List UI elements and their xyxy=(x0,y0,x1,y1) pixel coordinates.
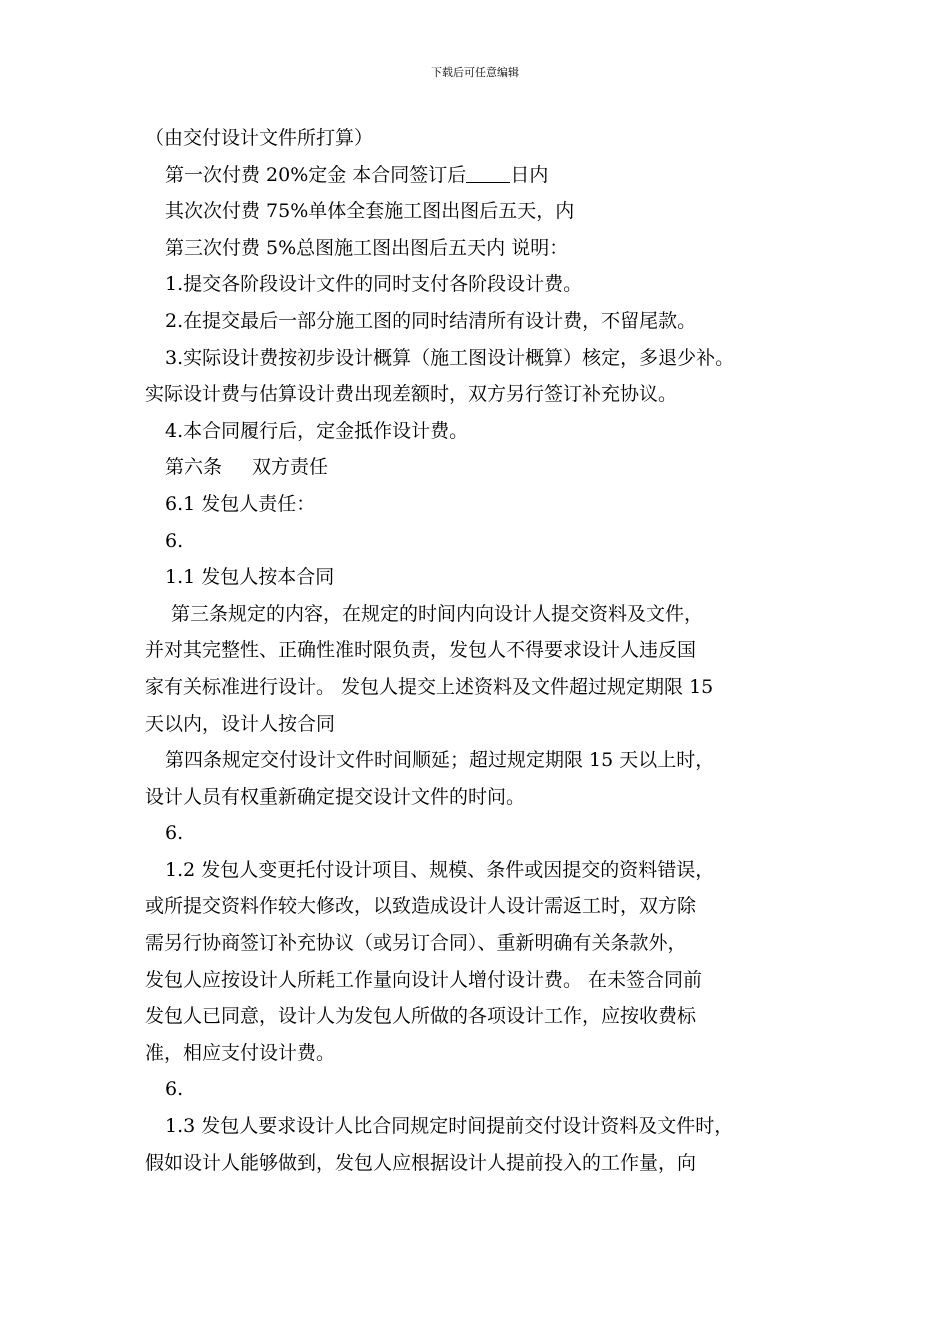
document-body xyxy=(145,120,835,1181)
page-header: 下载后可任意编辑 xyxy=(431,66,519,79)
text-line: 6. xyxy=(165,822,184,845)
text-line: 家有关标准进行设计。 发包人提交上述资料及文件超过规定期限 15 xyxy=(145,675,714,698)
text-line: 1.3 发包人要求设计人比合同规定时间提前交付设计资料及文件时， xyxy=(165,1115,734,1138)
text-line: 4.本合同履行后，定金抵作设计费。 xyxy=(165,419,469,442)
text-line xyxy=(145,157,835,194)
text-line: 其次次付费 75%单体全套施工图出图后五天，内 xyxy=(165,200,575,223)
text-line: （由交付设计文件所打算） xyxy=(145,127,374,149)
text-line: 需另行协商签订补充协议（或另订合同）、重新明确有关条款外， xyxy=(145,932,687,955)
text-line: 第四条规定交付设计文件时间顺延；超过规定期限 15 天以上时， xyxy=(165,749,715,772)
text-line: 6.1 发包人责任： xyxy=(165,492,316,515)
section-title: 双方责任 xyxy=(252,456,329,479)
text-line: 发包人应按设计人所耗工作量向设计人增付设计费。 在未签合同前 xyxy=(145,968,703,991)
text-line: 天以内，设计人按合同 xyxy=(145,712,336,735)
text-line: 6. xyxy=(165,1078,184,1101)
text-segment: 第一次付费 20%定金 本合同签订后 xyxy=(165,163,467,186)
text-line: 第三条规定的内容，在规定的时间内向设计人提交资料及文件， xyxy=(171,602,704,625)
text-line: 第三次付费 5%总图施工图出图后五天内 说明： xyxy=(165,236,569,259)
text-line: 实际设计费与估算设计费出现差额时，双方另行签订补充协议。 xyxy=(145,383,678,406)
text-line: 假如设计人能够做到，发包人应根据设计人提前投入的工作量，向 xyxy=(145,1151,697,1174)
text-line: 发包人已同意，设计人为发包人所做的各项设计工作，应按收费标 xyxy=(145,1005,697,1028)
text-line: 2.在提交最后一部分施工图的同时结清所有设计费，不留尾款。 xyxy=(165,309,697,332)
text-line: 3.实际设计费按初步设计概算（施工图设计概算）核定，多退少补。 xyxy=(165,346,735,369)
text-line: 并对其完整性、正确性准时限负责，发包人不得要求设计人违反国 xyxy=(145,639,697,662)
text-line: 1.1 发包人按本合同 xyxy=(165,566,335,589)
text-line: 设计人员有权重新确定提交设计文件的时问。 xyxy=(145,785,526,808)
text-line: 1.提交各阶段设计文件的同时支付各阶段设计费。 xyxy=(165,273,583,296)
text-line: 1.2 发包人变更托付设计项目、规模、条件或因提交的资料错误， xyxy=(165,858,715,881)
blank-underline xyxy=(466,160,510,183)
text-line: 6. xyxy=(165,529,184,552)
text-segment: 日内 xyxy=(510,163,549,186)
section-number: 第六条 xyxy=(165,456,223,479)
text-line: 准，相应支付设计费。 xyxy=(145,1041,336,1064)
text-line: 或所提交资料作较大修改，以致造成设计人设计需返工时，双方除 xyxy=(145,895,697,918)
section-heading xyxy=(145,449,835,486)
